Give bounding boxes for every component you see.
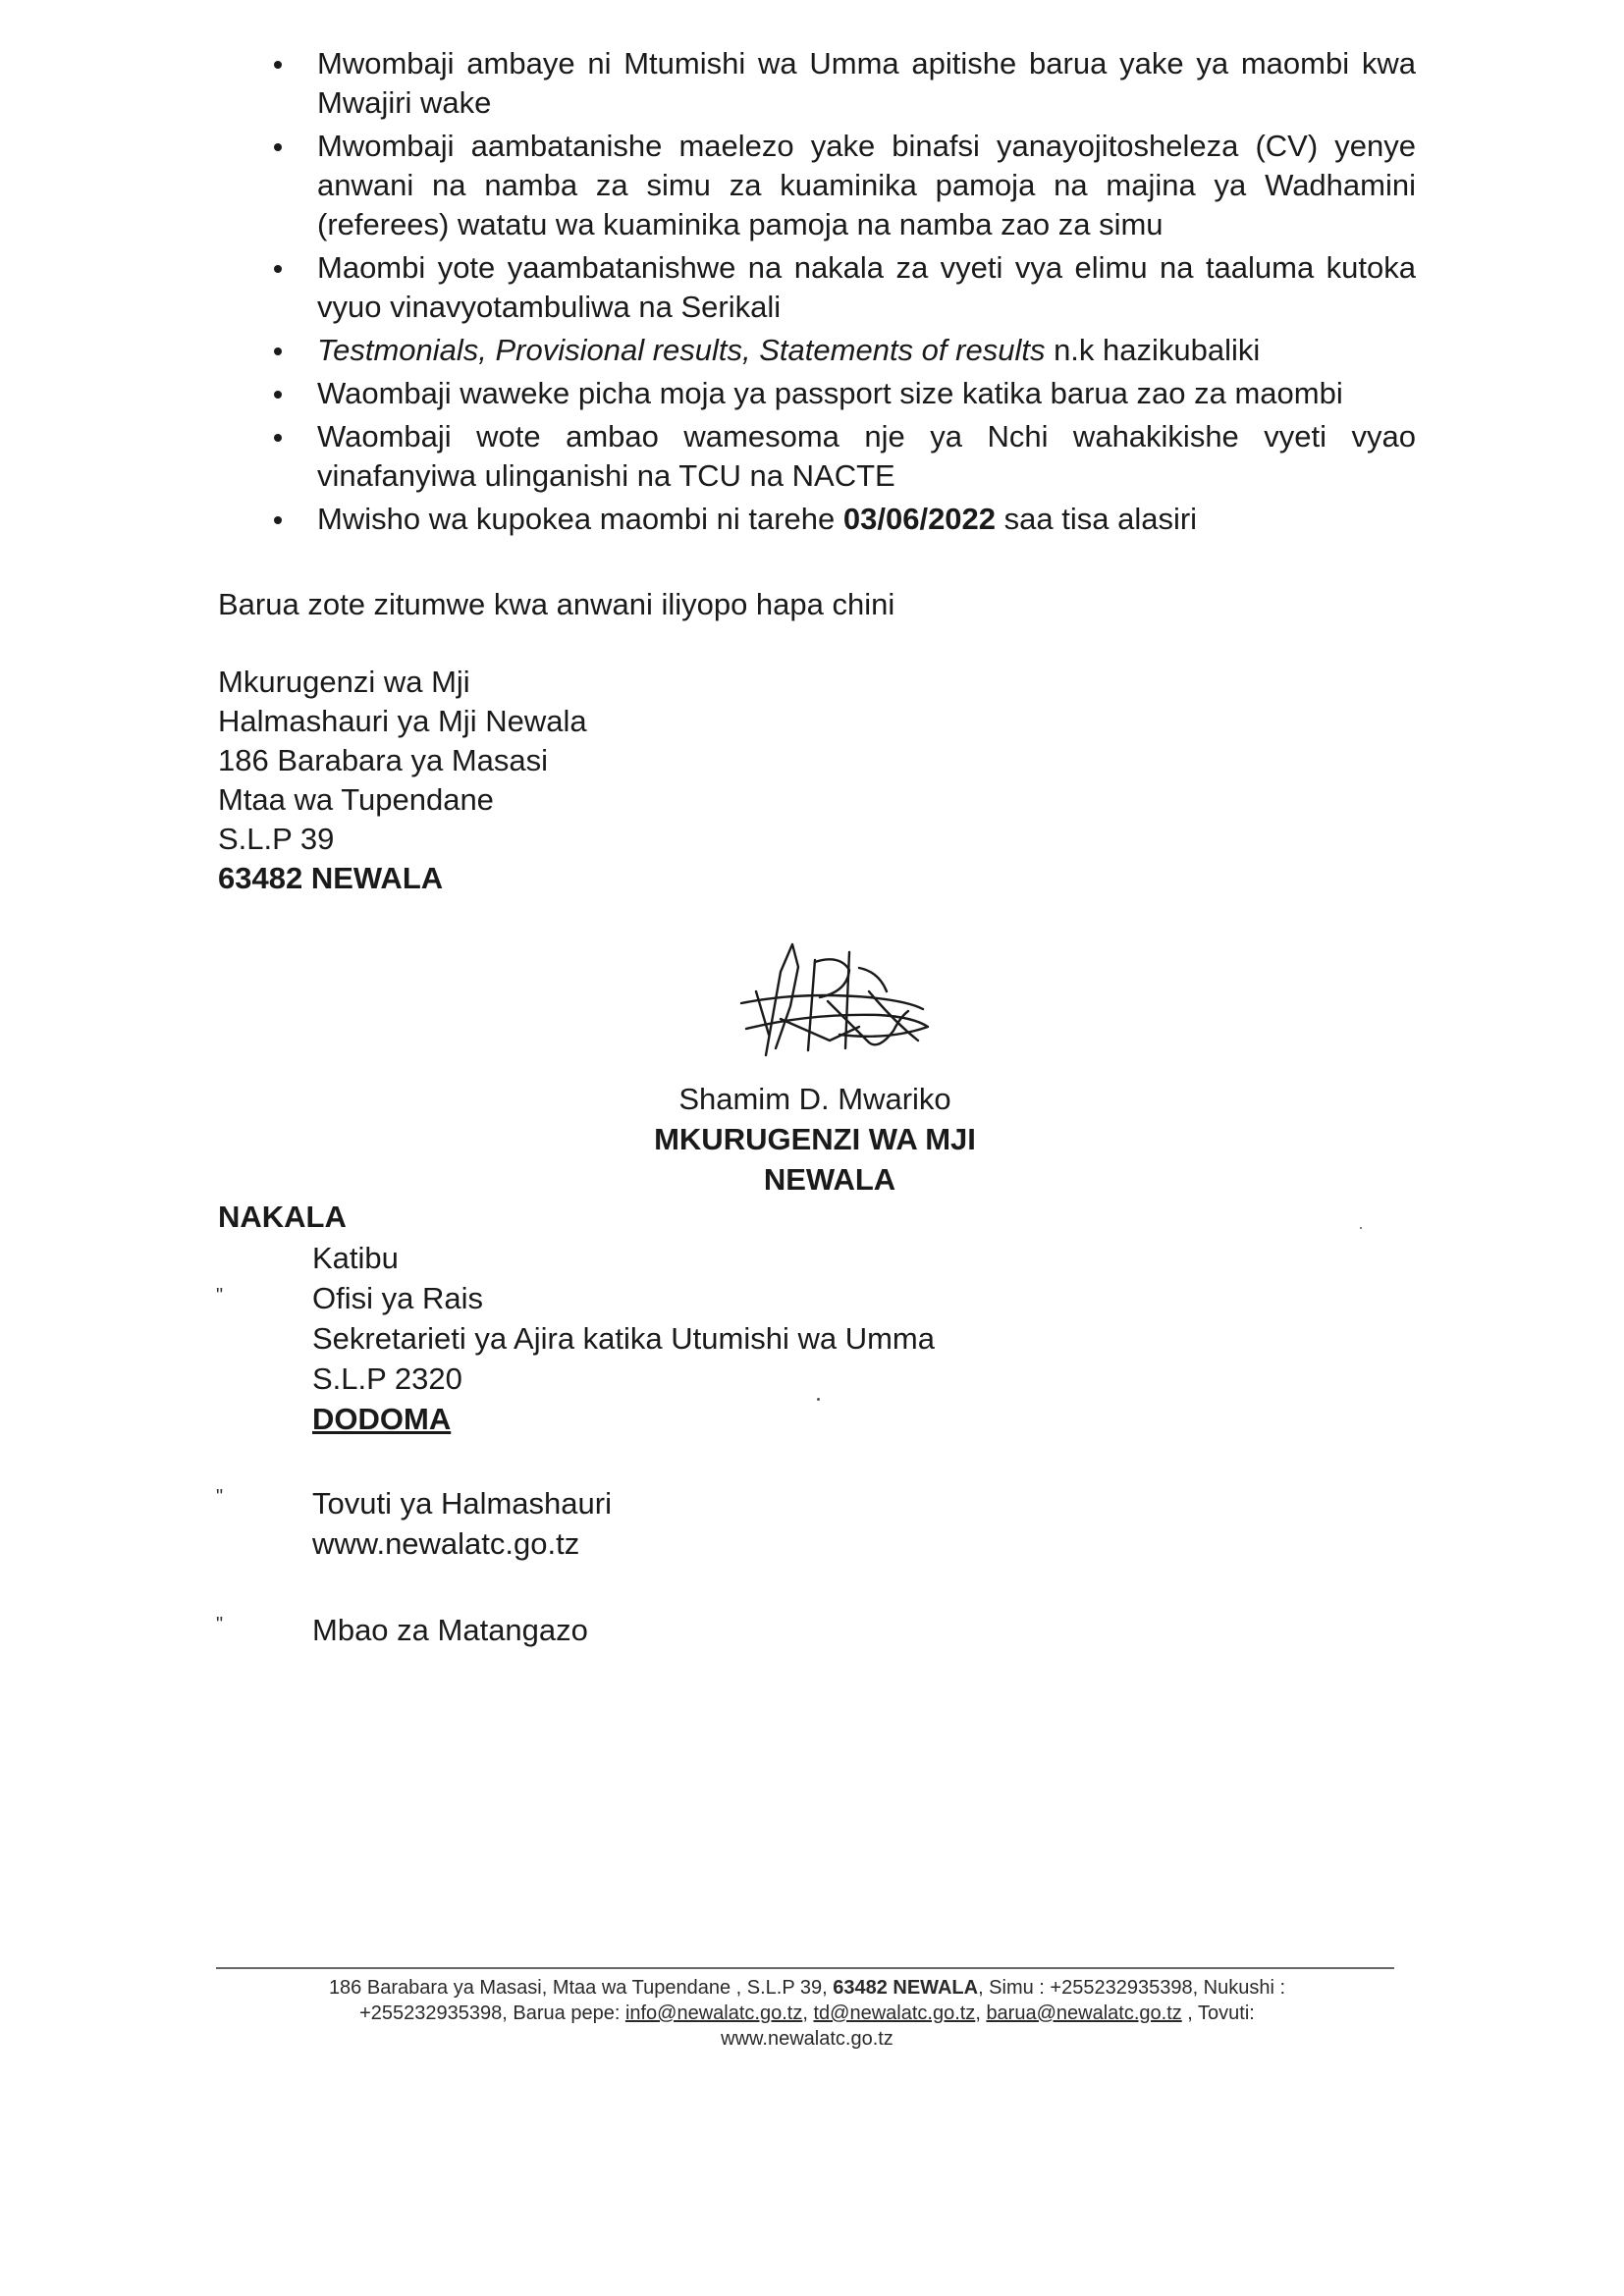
recipient-line: Sekretarieti ya Ajira katika Utumishi wa Umma xyxy=(312,1321,935,1356)
copy-recipient-1 xyxy=(312,1238,935,1439)
address-intro: Barua zote zitumwe kwa anwani iliyopo hapa chini xyxy=(218,587,895,621)
copies-heading: NAKALA xyxy=(218,1200,347,1234)
email-link-td[interactable]: td@newalatc.go.tz xyxy=(813,2002,976,2024)
address-city: 63482 NEWALA xyxy=(218,861,444,895)
recipient-line: Tovuti ya Halmashauri xyxy=(312,1486,612,1521)
address-line: 186 Barabara ya Masasi xyxy=(218,743,549,777)
footer-contacts xyxy=(218,1975,1396,2052)
recipient-address xyxy=(218,663,587,898)
deadline-date: 03/06/2022 xyxy=(842,502,997,536)
recipient-city: DODOMA xyxy=(312,1402,452,1436)
list-item-text: Maombi yote yaambatanishwe na nakala za vyeti vya elimu na taaluma kutoka vyuo vinavyotambuliwa na Serikali xyxy=(317,250,1416,324)
bullet-icon xyxy=(274,61,282,69)
ditto-mark: " xyxy=(216,1614,224,1635)
recipient-line: Ofisi ya Rais xyxy=(312,1281,483,1315)
address-line: Halmashauri ya Mji Newala xyxy=(218,704,587,738)
footer-rule xyxy=(216,1967,1394,1969)
recipient-line: Katibu xyxy=(312,1241,399,1275)
recipient-line: www.newalatc.go.tz xyxy=(312,1526,580,1561)
address-line: Mkurugenzi wa Mji xyxy=(218,665,470,699)
signatory-place: NEWALA xyxy=(763,1162,896,1197)
list-item xyxy=(265,248,1416,327)
signatory-name: Shamim D. Mwariko xyxy=(678,1082,951,1116)
bullet-icon xyxy=(274,391,282,399)
scan-speck xyxy=(1360,1227,1362,1229)
recipient-line: Mbao za Matangazo xyxy=(312,1613,588,1647)
list-item-text: Mwombaji aambatanishe maelezo yake binafsi yanayojitosheleza (CV) yenye anwani na namba za simu za kuaminika pamoja na majina ya Wadhamini (referees) watatu wa kuaminika pamoja na namba zao za simu xyxy=(317,129,1416,241)
address-line: Mtaa wa Tupendane xyxy=(218,782,494,817)
bullet-icon xyxy=(274,516,282,524)
list-item-text: Waombaji wote ambao wamesoma nje ya Nchi wahakikishe vyeti vyao vinafanyiwa ulinganishi na TCU na NACTE xyxy=(317,419,1416,493)
footer-line-1: 186 Barabara ya Masasi, Mtaa wa Tupendane , S.L.P 39, 63482 NEWALA, Simu : +255232935398, Nukushi : xyxy=(328,1977,1286,1999)
list-item-text: saa tisa alasiri xyxy=(996,502,1198,536)
ditto-mark: " xyxy=(216,1486,224,1508)
email-link-barua[interactable]: barua@newalatc.go.tz xyxy=(986,2002,1182,2024)
address-line: S.L.P 39 xyxy=(218,822,335,856)
list-item-italic-text: Testmonials, Provisional results, Statements of results xyxy=(317,333,1046,367)
list-item xyxy=(265,500,1416,539)
bullet-icon xyxy=(274,347,282,355)
email-link-info[interactable]: info@newalatc.go.tz xyxy=(624,2002,803,2024)
bullet-icon xyxy=(274,143,282,151)
recipient-line: S.L.P 2320 xyxy=(312,1362,462,1396)
signature xyxy=(722,933,938,1070)
bullet-icon xyxy=(274,265,282,273)
list-item xyxy=(265,374,1416,413)
scan-speck xyxy=(817,1398,820,1401)
copy-recipient-3 xyxy=(312,1610,588,1650)
list-item-text: Mwombaji ambaye ni Mtumishi wa Umma apitishe barua yake ya maombi kwa Mwajiri wake xyxy=(317,46,1416,120)
list-item-text: n.k hazikubaliki xyxy=(1045,333,1261,367)
copy-recipient-2 xyxy=(312,1483,612,1564)
list-item-text: Mwisho wa kupokea maombi ni tarehe xyxy=(317,502,843,536)
list-item xyxy=(265,44,1416,123)
requirements-list xyxy=(265,44,1416,543)
list-item xyxy=(265,417,1416,496)
bullet-icon xyxy=(274,434,282,442)
signatory-title: MKURUGENZI WA MJI xyxy=(654,1122,976,1156)
footer-line-2: +255232935398, Barua pepe: info@newalatc.go.tz, td@newalatc.go.tz, barua@newalatc.go.tz , Tovuti: xyxy=(359,2002,1255,2024)
list-item xyxy=(265,127,1416,244)
list-item xyxy=(265,331,1416,370)
ditto-mark: " xyxy=(216,1285,224,1307)
footer-website[interactable]: www.newalatc.go.tz xyxy=(721,2028,893,2050)
list-item-text: Waombaji waweke picha moja ya passport size katika barua zao za maombi xyxy=(317,376,1343,410)
